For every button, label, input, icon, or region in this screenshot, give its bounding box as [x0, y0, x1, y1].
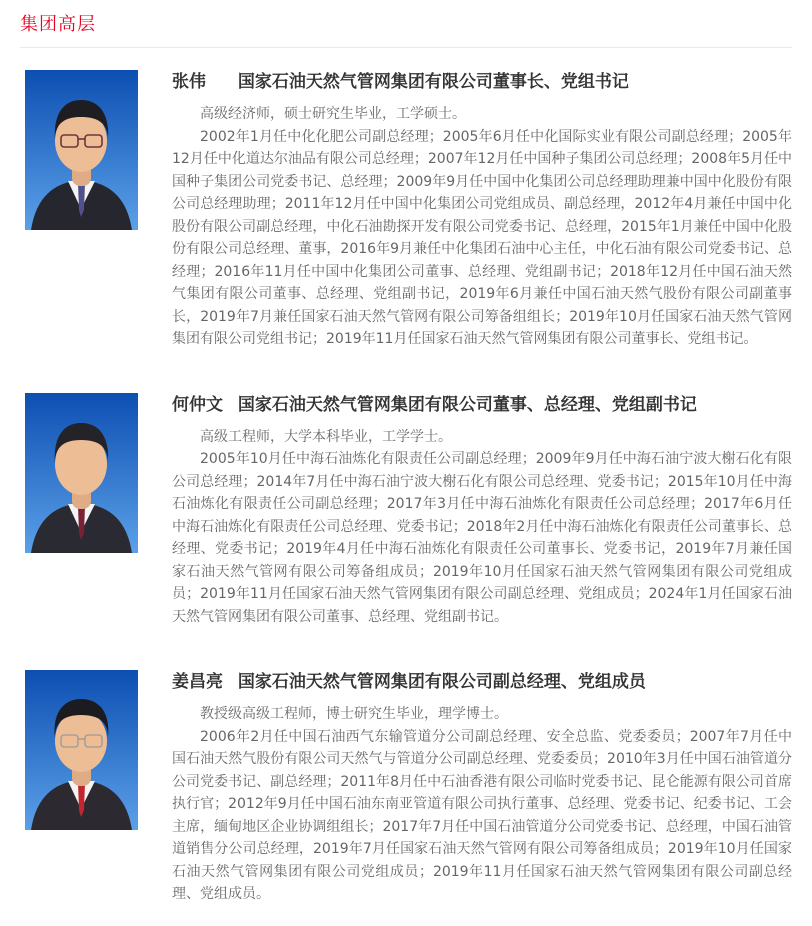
executive-bio: 2002年1月任中化化肥公司副总经理；2005年6月任中化国际实业有限公司副总经理；2005年12月任中化道达尔油品有限公司总经理；2007年12月任中国种子集团公司总经理；2008年5月任中国种子集团公司党委书记、总经理；2009年9月任中国中化集团公司总经理助理兼中国中化股份有限公司总经理助理；2011年12月任中国中化集团公司党组成员、副总经理，2012年4月兼任中国中化股份有限公司副总经理，中化石油勘探开发有限公司党委书记、总经理，2015年1月兼任中国中化股份有限公司总经理、董事，2016年9月兼任中化集团石油中心主任，中化石油有限公司党委书记、总经理；2016年11月任中国中化集团公司董事、总经理、党组副书记；2018年12月任中国石油天然气集团有限公司董事、总经理、党组副书记，2019年6月兼任中国石油天然气股份有限公司副董事长，2019年7月兼任国家石油天然气管网有限公司筹备组组长；2019年10月任国家石油天然气管网集团有限公司党组书记；2019年11月任国家石油天然气管网集团有限公司董事长、党组书记。: [172, 128, 792, 347]
executive-profile-list: [20, 48, 792, 906]
executive-info: [172, 670, 792, 906]
executive-profile: [20, 670, 792, 906]
portrait-illustration: [25, 70, 138, 230]
executive-name: 张伟: [172, 72, 206, 92]
executive-info: [172, 70, 792, 351]
executive-intro: 教授级高级工程师，博士研究生毕业，理学博士。: [200, 706, 508, 722]
executive-photo: [25, 70, 138, 230]
executive-bio: 2005年10月任中海石油炼化有限责任公司副总经理；2009年9月任中海石油宁波大榭石化有限公司总经理；2014年7月任中海石油宁波大榭石化有限公司总经理、党委书记；2015年10月任中海石油炼化有限责任公司副总经理；2017年3月任中海石油炼化有限责任公司总经理；2017年6月任中海石油炼化有限责任公司总经理、党委书记；2018年2月任中海石油炼化有限责任公司董事长、总经理、党委书记；2019年4月任中海石油炼化有限责任公司董事长、党委书记，2019年7月兼任国家石油天然气管网有限公司筹备组成员；2019年10月任国家石油天然气管网集团有限公司党组成员；2019年11月任国家石油天然气管网集团有限公司副总经理、党组成员；2024年1月任国家石油天然气管网集团有限公司董事、总经理、党组副书记。: [172, 451, 792, 625]
portrait-illustration: [25, 670, 138, 830]
executive-name: 姜昌亮: [172, 672, 223, 692]
page-title: 集团高层: [20, 14, 96, 35]
executive-photo: [25, 393, 138, 553]
executive-intro: 高级工程师，大学本科毕业，工学学士。: [200, 428, 452, 445]
executive-heading: [172, 393, 792, 417]
executive-profile: [20, 70, 792, 351]
portrait-illustration: [25, 393, 138, 553]
executive-heading: [172, 670, 792, 694]
executive-title: 国家石油天然气管网集团有限公司副总经理、党组成员: [237, 672, 646, 692]
executive-bio: 2006年2月任中国石油西气东输管道分公司副总经理、安全总监、党委委员；2007年7月任中国石油天然气股份有限公司天然气与管道分公司副总经理、党委委员；2010年3月任中国石油管道分公司党委书记、副总经理；2011年8月任中石油香港有限公司临时党委书记、昆仑能源有限公司首席执行官；2012年9月任中国石油东南亚管道有限公司执行董事、总经理、党委书记、纪委书记、工会主席，缅甸地区企业协调组组长；2017年7月任中国石油管道分公司党委书记、总经理，中国石油管道销售分公司总经理，2019年7月任国家石油天然气管网有限公司筹备组成员；2019年10月任国家石油天然气管网集团有限公司党组成员；2019年11月任国家石油天然气管网集团有限公司副总经理、党组成员。: [172, 728, 792, 902]
executive-profile: [20, 393, 792, 629]
executive-photo: [25, 670, 138, 830]
executive-info: [172, 393, 792, 629]
executive-heading: [172, 70, 792, 94]
executive-name: 何仲文: [172, 394, 223, 415]
executive-title: 国家石油天然气管网集团有限公司董事长、党组书记: [237, 72, 629, 92]
executive-title: 国家石油天然气管网集团有限公司董事、总经理、党组副书记: [237, 394, 697, 415]
executive-intro: 高级经济师，硕士研究生毕业，工学硕士。: [200, 106, 466, 122]
